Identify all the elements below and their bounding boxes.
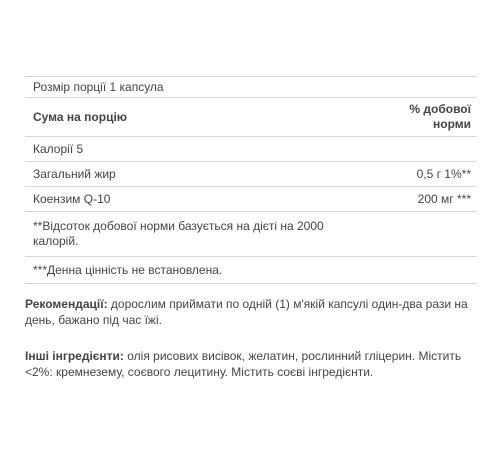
facts-header-row — [25, 98, 477, 137]
recommendations — [25, 296, 480, 328]
nutrient-value: 0,5 г 1%** — [277, 162, 477, 187]
amount-per-serving-header: Сума на порцію — [25, 98, 277, 137]
ingredients-label: Інші інгредієнти: — [25, 349, 124, 363]
nutrient-label: Загальний жир — [25, 162, 277, 187]
facts-table — [25, 76, 477, 284]
table-row — [25, 137, 477, 162]
table-row — [25, 187, 477, 212]
recommendations-text: дорослим приймати по одній (1) м'якій капсулі один-два рази на день, бажано під час їжі. — [25, 297, 468, 327]
ingredients-text: олія рисових висівок, желатин, рослинний гліцерин. Містить <2%: кремнезему, соєвого лецитину. Містить соєві інгредієнти. — [25, 349, 462, 379]
footnote-daily-value — [25, 212, 477, 257]
footnote-daily-value-text: **Відсоток добової норми базується на дієті на 2000 калорій. — [33, 219, 324, 248]
footnote-row — [25, 212, 477, 257]
serving-size: Розмір порції 1 капсула — [25, 77, 477, 98]
serving-size-row — [25, 77, 477, 98]
nutrient-value: 200 мг *** — [277, 187, 477, 212]
footnote-row — [25, 257, 477, 284]
nutrient-label: Калорії 5 — [25, 137, 277, 162]
nutrient-label: Коензим Q-10 — [25, 187, 277, 212]
table-row — [25, 162, 477, 187]
other-ingredients — [25, 348, 480, 380]
daily-value-header — [277, 98, 477, 137]
supplement-facts — [25, 76, 477, 284]
daily-value-header-text: % добової норми — [409, 102, 471, 131]
nutrient-value — [277, 137, 477, 162]
footnote-not-established: ***Денна цінність не встановлена. — [25, 257, 477, 284]
recommendations-label: Рекомендації: — [25, 297, 108, 311]
